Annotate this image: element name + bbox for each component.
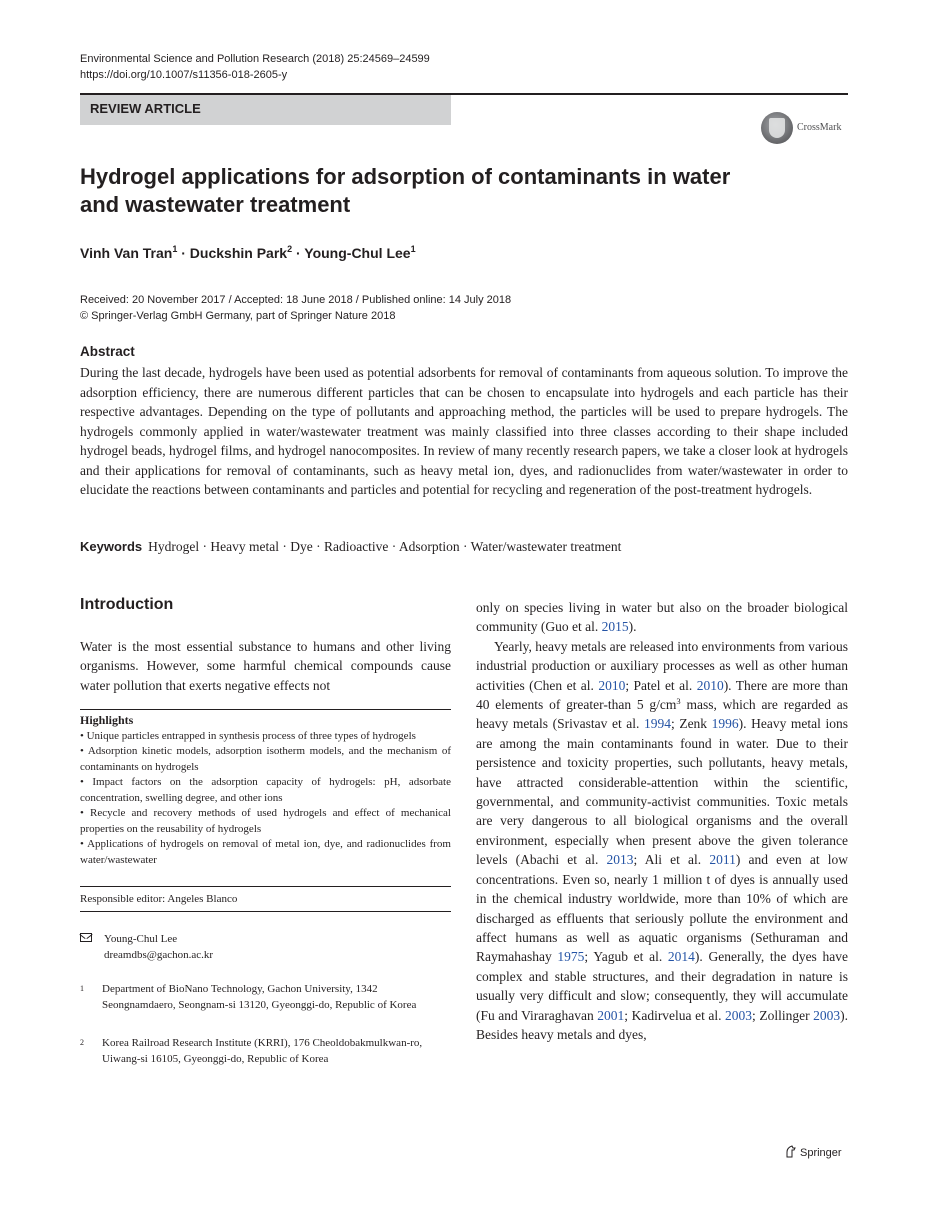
citation-link[interactable]: 1975 (557, 949, 585, 965)
paragraph: only on species living in water but also on the broader biological community (Guo et al. 2015). (476, 600, 848, 635)
introduction-right-text (476, 598, 848, 1044)
highlights-box (80, 713, 451, 868)
doi-link[interactable]: https://doi.org/10.1007/s11356-018-2605-y (80, 69, 288, 81)
abstract-text: During the last decade, hydrogels have been used as potential adsorbents for removal of contaminants from aqueous solution. To improve the adsorption efficiency, there are numerous different particles that can be chosen to encapsulate into hydrogels and each particle has their respective advantages. Depending on the type of pollutants and approaching method, the particles will be used to prepare hydrogels. The hydrogels commonly applied in water/wastewater treatment was mainly classified into three classes according to their shape included hydrogel beads, hydrogel films, and hydrogel nanocomposites. In review of many recently research papers, we take a closer look at hydrogels and their applications for removal of contaminants, such as heavy metal ion, dyes, and radionuclides from water/wastewater in order to elucidate the reactions between contaminants and particles and potential for recycling and regeneration of the post-treatment hydrogels. (80, 365, 848, 497)
author-affiliation-number: 1 (410, 244, 416, 254)
citation-link[interactable]: 2003 (725, 1007, 753, 1023)
highlight-item: • Applications of hydrogels on removal of metal ion, dye, and radionuclides from water/wastewater (80, 838, 451, 866)
correspondence (80, 931, 213, 963)
paragraph-text: ; Zollinger (752, 1007, 814, 1023)
article-type-label: REVIEW ARTICLE (90, 101, 201, 116)
journal-citation: Environmental Science and Pollution Research (2018) 25:24569–24599 (80, 53, 430, 65)
paragraph-text: ). Heavy metal ions are among the main contaminants found in water. Due to their persistence and toxicity properties, such pollutants, heavy metals, have attracted considerable-attention within the scientific, governmental, and community-activist communities. Toxic metals are very dangerous to all biological organisms and the overall environment, especially when present above the given tolerance levels (Abachi et al. (476, 716, 848, 868)
publisher-name: Springer (800, 1147, 842, 1159)
highlights-divider (80, 709, 451, 710)
corresponding-email[interactable]: dreamdbs@gachon.ac.kr (104, 949, 214, 961)
copyright-line: © Springer-Verlag GmbH Germany, part of Springer Nature 2018 (80, 310, 396, 322)
copyright-icon: © (80, 310, 89, 322)
paragraph-text: ; Kadirvelua et al. (624, 1007, 726, 1023)
editor-divider (80, 911, 451, 912)
affiliation-number: 2 (80, 1038, 84, 1047)
dates-line: Received: 20 November 2017 / Accepted: 18 June 2018 / Published online: 14 July 2018 (80, 294, 512, 306)
citation-link[interactable]: 2010 (696, 677, 724, 693)
author-name[interactable]: Vinh Van Tran (80, 245, 173, 261)
corresponding-author: Young-Chul Lee (104, 933, 178, 945)
paragraph-text: ; Patel et al. (625, 677, 697, 693)
paragraph-text: ) and even at low concentrations. Even so, nearly 1 million t of dyes is annually used in the chemical industry worldwide, more than 10% of which are discharged as effluents that seriously pollute the environment and affect humans as well as aquatic organisms (Sethuraman and Raymahashay (476, 852, 848, 965)
keywords-list: Hydrogel · Heavy metal · Dye · Radioactive · Adsorption · Water/wastewater treatment (148, 539, 622, 554)
paragraph-text: ; Ali et al. (633, 852, 710, 868)
paragraph (476, 637, 848, 1045)
citation-link[interactable]: 2014 (667, 949, 695, 965)
responsible-editor: Responsible editor: Angeles Blanco (80, 893, 238, 905)
paragraph-text: ; Zenk (670, 716, 712, 732)
highlight-item: • Recycle and recovery methods of used hydrogels and effect of mechanical properties on the reusability of hydrogels (80, 807, 451, 835)
keywords (80, 537, 848, 556)
affiliation-text: Korea Railroad Research Institute (KRRI), 176 Cheoldobakmulkwan-ro, Uiwang-si 16105, Gyeonggi-do, Republic of Korea (102, 1037, 423, 1065)
superscript: 3 (676, 696, 681, 707)
citation-link[interactable]: 2010 (598, 677, 626, 693)
paragraph-text: mass, which are regarded as heavy metals (Srivastav et al. (476, 697, 848, 732)
keywords-heading: Keywords (80, 539, 143, 554)
crossmark-badge[interactable] (761, 112, 851, 146)
article-title: Hydrogel applications for adsorption of contaminants in water and wastewater treatment (80, 164, 731, 217)
citation-link[interactable]: 1996 (711, 716, 739, 732)
citation-link[interactable]: 2003 (813, 1007, 841, 1023)
paragraph-text: ; Yagub et al. (584, 949, 668, 965)
paragraph-text: Yearly, heavy metals are released into environments from various industrial production or auxiliary processes as well as other human activities (Chen et al. (476, 638, 848, 693)
highlight-item: • Adsorption kinetic models, adsorption isotherm models, and the mechanism of contaminants on hydrogels (80, 745, 451, 773)
author-list: Vinh Van Tran$^1$ · Duckshin Park$^2$ · Young-Chul Lee$^1$ (80, 244, 416, 261)
introduction-left-text: Water is the most essential substance to humans and other living organisms. However, some harmful chemical compounds cause water pollution that exerts negative effects not (80, 639, 451, 693)
citation-link[interactable]: 2013 (606, 852, 634, 868)
abstract-heading: Abstract (80, 344, 135, 359)
paragraph-text: ). Besides heavy metals and dyes, (476, 1007, 848, 1042)
highlights-divider (80, 886, 451, 887)
author-name[interactable]: Duckshin Park (189, 245, 288, 261)
springer-horse-icon (784, 1145, 797, 1158)
crossmark-icon (761, 112, 793, 144)
mail-icon (80, 933, 92, 942)
affiliation-text: Department of BioNano Technology, Gachon University, 1342 Seongnamdaero, Seongnam-si 13120, Gyeonggi-do, Republic of Korea (102, 983, 417, 1011)
publisher-footer (784, 1145, 842, 1159)
highlights-heading: Highlights (80, 713, 134, 727)
paragraph-text: ). Generally, the dyes have complex and stable structures, and their degradation in nature is usually very difficult and slow; consequently, they will accumulate (Fu and Viraraghavan (476, 949, 848, 1023)
introduction-heading: Introduction (80, 596, 174, 613)
citation-link[interactable]: 2011 (709, 852, 736, 868)
affiliation-number: 1 (80, 984, 84, 993)
author-affiliation-number: 2 (287, 244, 293, 254)
citation-link[interactable]: 1994 (643, 716, 671, 732)
crossmark-label: CrossMark (797, 122, 842, 133)
highlight-item: • Impact factors on the adsorption capacity of hydrogels: pH, adsorbate concentration, swelling degree, and other ions (80, 776, 451, 804)
citation-link[interactable]: 2015 (601, 619, 629, 635)
citation-link[interactable]: 2001 (597, 1007, 625, 1023)
paragraph-text: ). There are more than 40 elements of greater-than 5 g/cm (476, 677, 848, 713)
affiliation (80, 981, 451, 1013)
highlight-item: • Unique particles entrapped in synthesis process of three types of hydrogels (80, 729, 416, 742)
author-affiliation-number: 1 (172, 244, 178, 254)
publication-dates (80, 292, 511, 324)
author-name[interactable]: Young-Chul Lee (304, 245, 411, 261)
affiliation (80, 1035, 451, 1067)
